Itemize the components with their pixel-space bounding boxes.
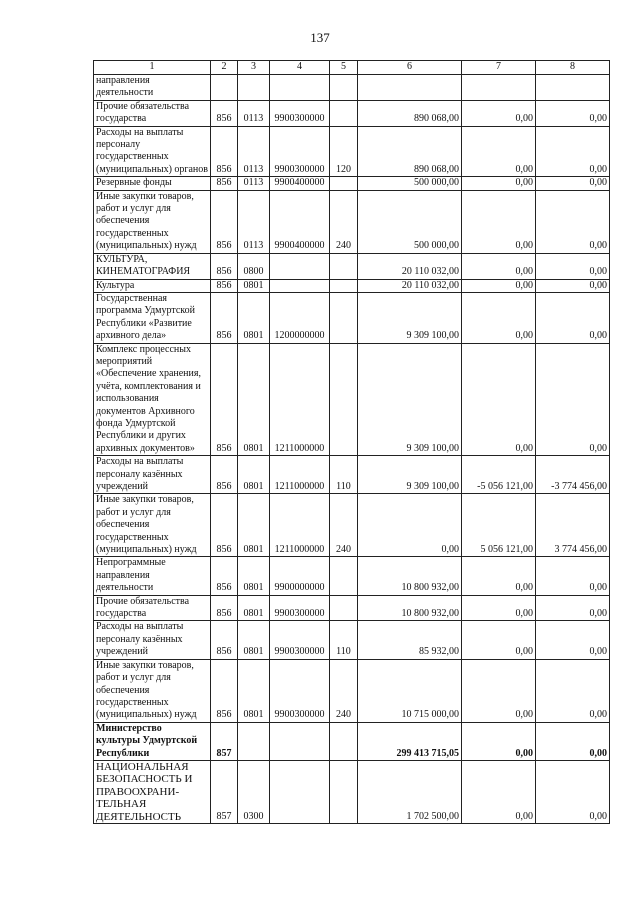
- header-cell: 6: [358, 61, 462, 75]
- row-amount-7-cell: 0,00: [462, 621, 536, 659]
- row-amount-7-cell: [462, 75, 536, 101]
- row-amount-7-cell: 0,00: [462, 177, 536, 190]
- row-code-5-cell: [330, 75, 358, 101]
- row-name-cell: Министерство культуры Удмуртской Республики: [94, 722, 211, 760]
- row-amount-7-cell: 0,00: [462, 253, 536, 279]
- row-code-2-cell: [211, 75, 238, 101]
- row-amount-8-cell: 0,00: [536, 126, 610, 177]
- row-code-3-cell: [238, 722, 270, 760]
- row-amount-6-cell: 20 110 032,00: [358, 253, 462, 279]
- header-cell: 5: [330, 61, 358, 75]
- row-amount-8-cell: 0,00: [536, 722, 610, 760]
- row-amount-6-cell: 500 000,00: [358, 190, 462, 253]
- row-code-3-cell: 0800: [238, 253, 270, 279]
- row-code-4-cell: [270, 75, 330, 101]
- header-cell: 2: [211, 61, 238, 75]
- table-row: [94, 557, 610, 595]
- row-code-4-cell: 1211000000: [270, 456, 330, 494]
- row-code-5-cell: [330, 760, 358, 823]
- table-row: [94, 100, 610, 126]
- row-amount-8-cell: 0,00: [536, 177, 610, 190]
- table-row: [94, 343, 610, 456]
- row-amount-8-cell: 0,00: [536, 595, 610, 621]
- row-code-2-cell: 856: [211, 177, 238, 190]
- table-row: [94, 190, 610, 253]
- row-code-2-cell: 856: [211, 292, 238, 343]
- row-code-4-cell: 1211000000: [270, 494, 330, 557]
- row-name-cell: Непрограммные направления деятельности: [94, 557, 211, 595]
- row-amount-7-cell: 0,00: [462, 279, 536, 292]
- header-cell: 1: [94, 61, 211, 75]
- row-code-5-cell: [330, 292, 358, 343]
- table-row: [94, 659, 610, 722]
- row-amount-7-cell: 0,00: [462, 557, 536, 595]
- row-amount-6-cell: 20 110 032,00: [358, 279, 462, 292]
- row-amount-8-cell: 0,00: [536, 659, 610, 722]
- row-code-3-cell: 0300: [238, 760, 270, 823]
- row-amount-7-cell: 0,00: [462, 126, 536, 177]
- row-code-2-cell: 856: [211, 279, 238, 292]
- row-name-cell: направления деятельности: [94, 75, 211, 101]
- row-code-5-cell: [330, 722, 358, 760]
- row-code-4-cell: [270, 279, 330, 292]
- row-amount-8-cell: 3 774 456,00: [536, 494, 610, 557]
- row-amount-7-cell: 0,00: [462, 292, 536, 343]
- row-code-2-cell: 856: [211, 659, 238, 722]
- header-cell: 4: [270, 61, 330, 75]
- row-amount-8-cell: 0,00: [536, 100, 610, 126]
- row-code-3-cell: 0801: [238, 279, 270, 292]
- row-code-3-cell: [238, 75, 270, 101]
- row-code-3-cell: 0801: [238, 621, 270, 659]
- row-code-5-cell: [330, 595, 358, 621]
- row-name-cell: Прочие обязательства государства: [94, 595, 211, 621]
- row-amount-8-cell: 0,00: [536, 253, 610, 279]
- row-code-5-cell: 110: [330, 456, 358, 494]
- row-amount-6-cell: 299 413 715,05: [358, 722, 462, 760]
- row-amount-8-cell: 0,00: [536, 621, 610, 659]
- row-code-2-cell: 856: [211, 494, 238, 557]
- row-amount-6-cell: 85 932,00: [358, 621, 462, 659]
- row-amount-6-cell: 9 309 100,00: [358, 292, 462, 343]
- row-name-cell: Иные закупки товаров, работ и услуг для обеспечения государственных (муниципальных) нужд: [94, 190, 211, 253]
- row-amount-8-cell: [536, 75, 610, 101]
- row-code-2-cell: 856: [211, 557, 238, 595]
- row-code-4-cell: [270, 253, 330, 279]
- row-code-4-cell: 9900400000: [270, 190, 330, 253]
- row-code-2-cell: 856: [211, 343, 238, 456]
- row-amount-7-cell: 0,00: [462, 659, 536, 722]
- row-amount-7-cell: 0,00: [462, 722, 536, 760]
- row-name-cell: Расходы на выплаты персоналу казённых учреждений: [94, 456, 211, 494]
- row-amount-7-cell: 0,00: [462, 343, 536, 456]
- header-cell: 3: [238, 61, 270, 75]
- row-code-4-cell: 9900300000: [270, 595, 330, 621]
- row-code-4-cell: 9900300000: [270, 659, 330, 722]
- row-code-4-cell: 9900400000: [270, 177, 330, 190]
- row-code-5-cell: [330, 557, 358, 595]
- row-code-3-cell: 0801: [238, 494, 270, 557]
- row-amount-8-cell: 0,00: [536, 557, 610, 595]
- row-code-2-cell: 856: [211, 190, 238, 253]
- row-amount-7-cell: 0,00: [462, 100, 536, 126]
- row-code-3-cell: 0801: [238, 659, 270, 722]
- row-amount-6-cell: 9 309 100,00: [358, 456, 462, 494]
- row-code-4-cell: 9900300000: [270, 621, 330, 659]
- row-code-5-cell: [330, 100, 358, 126]
- table-row: [94, 292, 610, 343]
- row-amount-6-cell: 890 068,00: [358, 126, 462, 177]
- row-code-2-cell: 856: [211, 456, 238, 494]
- row-code-2-cell: 856: [211, 100, 238, 126]
- row-code-5-cell: 240: [330, 659, 358, 722]
- budget-table: [93, 60, 610, 824]
- row-name-cell: Прочие обязательства государства: [94, 100, 211, 126]
- header-cell: 8: [536, 61, 610, 75]
- row-amount-6-cell: 10 715 000,00: [358, 659, 462, 722]
- row-amount-7-cell: 0,00: [462, 190, 536, 253]
- table-row: [94, 722, 610, 760]
- row-name-cell: Расходы на выплаты персоналу государственных (муниципальных) органов: [94, 126, 211, 177]
- row-code-3-cell: 0801: [238, 456, 270, 494]
- row-amount-8-cell: -3 774 456,00: [536, 456, 610, 494]
- row-code-5-cell: [330, 177, 358, 190]
- row-code-3-cell: 0801: [238, 557, 270, 595]
- table-row: [94, 595, 610, 621]
- row-amount-8-cell: 0,00: [536, 292, 610, 343]
- header-row: [94, 61, 610, 75]
- row-code-3-cell: 0113: [238, 190, 270, 253]
- row-code-5-cell: [330, 253, 358, 279]
- row-code-5-cell: [330, 343, 358, 456]
- table-row: [94, 75, 610, 101]
- row-code-4-cell: 1211000000: [270, 343, 330, 456]
- row-code-2-cell: 856: [211, 595, 238, 621]
- table-row: [94, 621, 610, 659]
- row-code-5-cell: 120: [330, 126, 358, 177]
- row-code-2-cell: 857: [211, 760, 238, 823]
- row-code-5-cell: 240: [330, 494, 358, 557]
- row-code-5-cell: 110: [330, 621, 358, 659]
- row-name-cell: Комплекс процессных мероприятий «Обеспечение хранения, учёта, комплектования и использования документов Архивного фонда Удмуртской Республики и других архивных документов»: [94, 343, 211, 456]
- row-code-4-cell: 9900300000: [270, 100, 330, 126]
- table-row: [94, 456, 610, 494]
- table-row: [94, 494, 610, 557]
- row-amount-7-cell: 0,00: [462, 760, 536, 823]
- page-number: 137: [310, 30, 330, 45]
- row-code-3-cell: 0113: [238, 126, 270, 177]
- table-row: [94, 279, 610, 292]
- row-name-cell: Иные закупки товаров, работ и услуг для обеспечения государственных (муниципальных) нужд: [94, 494, 211, 557]
- table-row: [94, 126, 610, 177]
- row-amount-8-cell: 0,00: [536, 343, 610, 456]
- row-name-cell: КУЛЬТУРА, КИНЕМАТОГРАФИЯ: [94, 253, 211, 279]
- row-amount-6-cell: 10 800 932,00: [358, 557, 462, 595]
- row-code-3-cell: 0801: [238, 595, 270, 621]
- row-name-cell: Государственная программа Удмуртской Республики «Развитие архивного дела»: [94, 292, 211, 343]
- row-code-4-cell: 1200000000: [270, 292, 330, 343]
- row-code-4-cell: [270, 722, 330, 760]
- row-amount-6-cell: 10 800 932,00: [358, 595, 462, 621]
- row-amount-6-cell: 890 068,00: [358, 100, 462, 126]
- row-amount-8-cell: 0,00: [536, 760, 610, 823]
- row-code-3-cell: 0113: [238, 100, 270, 126]
- row-amount-6-cell: 9 309 100,00: [358, 343, 462, 456]
- row-code-2-cell: 856: [211, 253, 238, 279]
- row-code-2-cell: 856: [211, 621, 238, 659]
- row-name-cell: Культура: [94, 279, 211, 292]
- row-code-2-cell: 856: [211, 126, 238, 177]
- row-amount-7-cell: 0,00: [462, 595, 536, 621]
- row-code-3-cell: 0113: [238, 177, 270, 190]
- table-row: [94, 177, 610, 190]
- row-code-2-cell: 857: [211, 722, 238, 760]
- row-code-4-cell: [270, 760, 330, 823]
- row-name-cell: Резервные фонды: [94, 177, 211, 190]
- row-name-cell: НАЦИОНАЛЬНАЯ БЕЗОПАСНОСТЬ И ПРАВООХРАНИ-ТЕЛЬНАЯ ДЕЯТЕЛЬНОСТЬ: [94, 760, 211, 823]
- row-code-4-cell: 9900300000: [270, 126, 330, 177]
- table-body: [94, 75, 610, 824]
- row-name-cell: Иные закупки товаров, работ и услуг для обеспечения государственных (муниципальных) нужд: [94, 659, 211, 722]
- row-amount-6-cell: [358, 75, 462, 101]
- row-code-3-cell: 0801: [238, 292, 270, 343]
- row-amount-6-cell: 500 000,00: [358, 177, 462, 190]
- row-code-5-cell: [330, 279, 358, 292]
- row-amount-8-cell: 0,00: [536, 190, 610, 253]
- row-code-4-cell: 9900000000: [270, 557, 330, 595]
- row-amount-6-cell: 0,00: [358, 494, 462, 557]
- row-amount-7-cell: 5 056 121,00: [462, 494, 536, 557]
- table-row: [94, 253, 610, 279]
- row-code-5-cell: 240: [330, 190, 358, 253]
- row-amount-7-cell: -5 056 121,00: [462, 456, 536, 494]
- row-code-3-cell: 0801: [238, 343, 270, 456]
- row-amount-8-cell: 0,00: [536, 279, 610, 292]
- table-row: [94, 760, 610, 823]
- header-cell: 7: [462, 61, 536, 75]
- row-amount-6-cell: 1 702 500,00: [358, 760, 462, 823]
- row-name-cell: Расходы на выплаты персоналу казённых учреждений: [94, 621, 211, 659]
